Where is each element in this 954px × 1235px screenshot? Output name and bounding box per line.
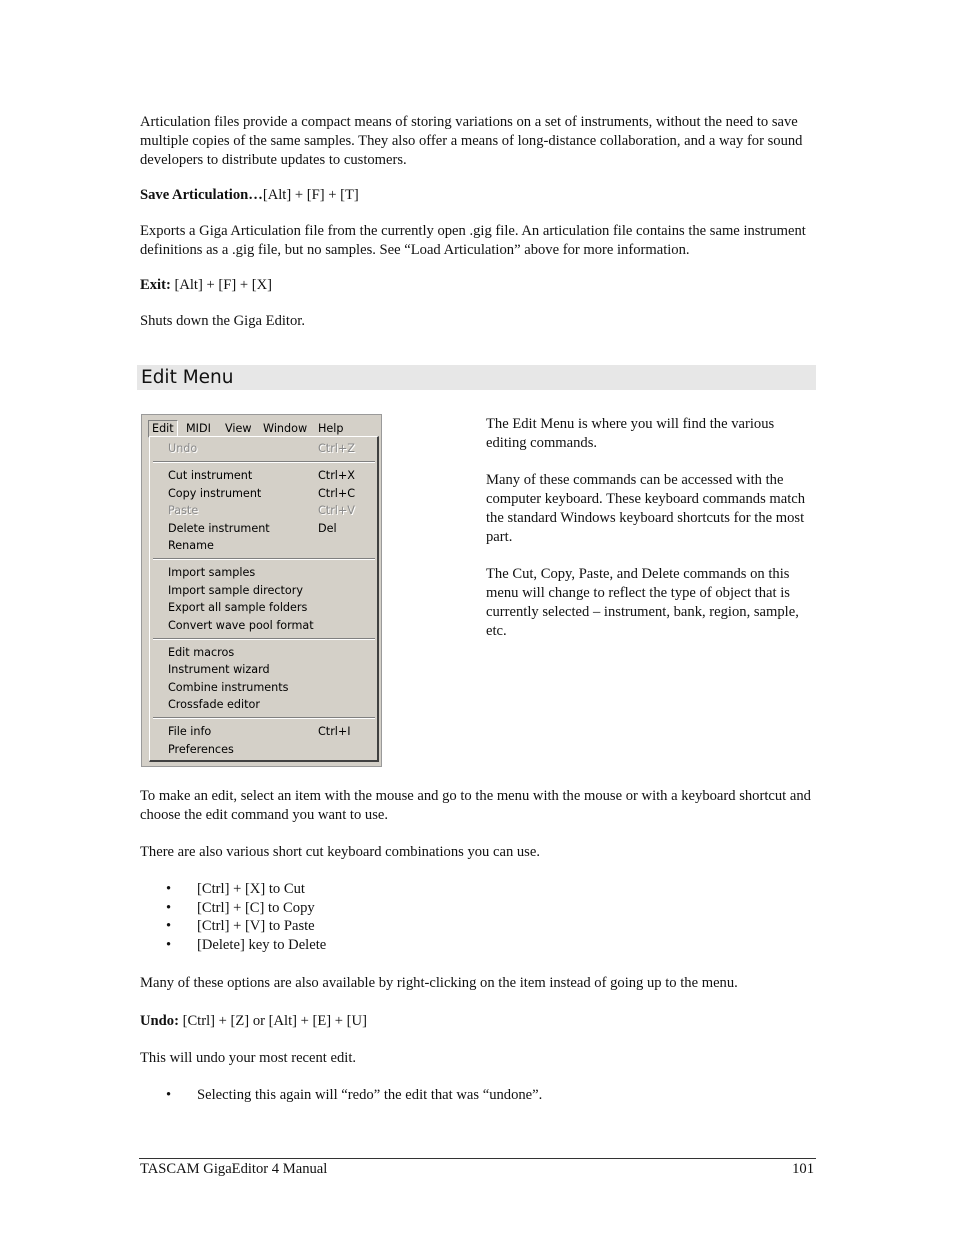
menu-bar-edit[interactable]: Edit — [148, 420, 178, 438]
menu-item-label: Paste — [168, 504, 199, 517]
right-click-paragraph: Many of these options are also available by right-clicking on the item instead of going up to the menu. — [140, 975, 738, 991]
shortcut-list — [166, 880, 326, 955]
undo-shortcut: [Ctrl] + [Z] or [Alt] + [E] + [U] — [178, 1013, 367, 1029]
menu-item-shortcut: Del — [318, 522, 337, 535]
edit-dropdown — [149, 436, 379, 762]
menu-bar-help[interactable]: Help — [318, 422, 344, 435]
menu-item-label: Convert wave pool format — [168, 619, 314, 632]
side-paragraph-2: Many of these commands can be accessed with the computer keyboard. These keyboard commands match the standard Windows keyboard shortcuts for the most part. — [486, 472, 806, 545]
menu-item-label: Copy instrument — [168, 487, 262, 500]
menu-item-combine-instruments[interactable] — [168, 681, 368, 695]
side-paragraph-3: The Cut, Copy, Paste, and Delete commands on this menu will change to reflect the type of object that is currently selected – instrument, bank, region, sample, etc. — [486, 566, 799, 639]
save-articulation-shortcut: [Alt] + [F] + [T] — [262, 187, 359, 203]
menu-item-label: File info — [168, 725, 212, 738]
undo-description: This will undo your most recent edit. — [140, 1050, 357, 1066]
exit-shortcut: [Alt] + [F] + [X] — [170, 277, 272, 293]
menu-item-shortcut: Ctrl+C — [318, 487, 356, 500]
menu-item-label: Delete instrument — [168, 522, 270, 535]
intro-paragraph: Articulation files provide a compact means of storing variations on a set of instruments, without the need to save multiple copies of the same samples. They also offer a means of long-distance collaboration, and a way for sound developers to distribute updates to customers. — [140, 114, 803, 168]
side-paragraph-1: The Edit Menu is where you will find the various editing commands. — [486, 416, 775, 451]
shortcuts-intro: There are also various short cut keyboard combinations you can use. — [140, 844, 540, 860]
exit-heading — [140, 276, 820, 295]
exit-description: Shuts down the Giga Editor. — [140, 313, 305, 329]
menu-item-rename[interactable] — [168, 539, 368, 553]
menu-item-label: Edit macros — [168, 646, 235, 659]
undo-label: Undo: — [140, 1013, 179, 1029]
save-articulation-description: Exports a Giga Articulation file from the currently open .gig file. An articulation file contains the same instrument definitions as a .gig file, but no samples. See “Load Articulation” above for more information. — [140, 223, 806, 258]
menu-item-crossfade-editor[interactable] — [168, 698, 368, 712]
menu-separator — [153, 558, 375, 560]
edit-menu-screenshot — [141, 414, 382, 767]
menu-item-file-info[interactable] — [168, 725, 368, 739]
menu-separator — [153, 638, 375, 640]
menu-item-instrument-wizard[interactable] — [168, 663, 368, 677]
page-number: 101 — [792, 1161, 814, 1177]
menu-separator — [153, 717, 375, 719]
list-item: • [Delete] key to Delete — [166, 936, 326, 955]
save-articulation-label: Save Articulation… — [140, 187, 263, 203]
menu-bar — [145, 418, 379, 438]
menu-item-label: Import samples — [168, 566, 256, 579]
menu-item-label: Cut instrument — [168, 469, 253, 482]
menu-item-label: Instrument wizard — [168, 663, 270, 676]
menu-item-label: Export all sample folders — [168, 601, 308, 614]
undo-list — [166, 1086, 542, 1105]
exit-label: Exit: — [140, 277, 171, 293]
section-header-bar — [137, 365, 816, 390]
menu-item-convert-wave-pool-format[interactable] — [168, 619, 368, 633]
footer-rule — [139, 1158, 816, 1159]
save-articulation-heading — [140, 186, 820, 205]
menu-item-delete-instrument[interactable] — [168, 522, 368, 536]
menu-item-label: Undo — [168, 442, 198, 455]
menu-item-copy-instrument[interactable] — [168, 487, 368, 501]
menu-item-shortcut: Ctrl+Z — [318, 442, 355, 455]
menu-item-import-samples[interactable] — [168, 566, 368, 580]
list-item: • [Ctrl] + [C] to Copy — [166, 899, 326, 918]
menu-item-undo[interactable] — [168, 442, 368, 456]
menu-item-import-sample-directory[interactable] — [168, 584, 368, 598]
menu-separator — [153, 461, 375, 463]
menu-item-cut-instrument[interactable] — [168, 469, 368, 483]
menu-item-label: Import sample directory — [168, 584, 303, 597]
list-item: • [Ctrl] + [X] to Cut — [166, 880, 326, 899]
menu-item-shortcut: Ctrl+X — [318, 469, 355, 482]
menu-item-label: Preferences — [168, 743, 234, 756]
menu-item-edit-macros[interactable] — [168, 646, 368, 660]
menu-bar-window[interactable]: Window — [263, 422, 308, 435]
menu-item-label: Rename — [168, 539, 214, 552]
footer-title: TASCAM GigaEditor 4 Manual — [140, 1161, 328, 1177]
menu-bar-midi[interactable]: MIDI — [186, 422, 211, 435]
menu-item-label: Combine instruments — [168, 681, 289, 694]
make-edit-paragraph: To make an edit, select an item with the mouse and go to the menu with the mouse or with a keyboard shortcut and choose the edit command you want to use. — [140, 788, 811, 823]
list-item: • Selecting this again will “redo” the edit that was “undone”. — [166, 1086, 542, 1105]
section-title: Edit Menu — [141, 367, 234, 388]
menu-item-label: Crossfade editor — [168, 698, 260, 711]
list-item: • [Ctrl] + [V] to Paste — [166, 917, 326, 936]
menu-item-export-all-sample-folders[interactable] — [168, 601, 368, 615]
menu-item-shortcut: Ctrl+V — [318, 504, 355, 517]
menu-item-paste[interactable] — [168, 504, 368, 518]
menu-item-shortcut: Ctrl+I — [318, 725, 351, 738]
menu-bar-view[interactable]: View — [225, 422, 252, 435]
menu-item-preferences[interactable] — [168, 743, 368, 757]
undo-heading — [140, 1012, 820, 1031]
